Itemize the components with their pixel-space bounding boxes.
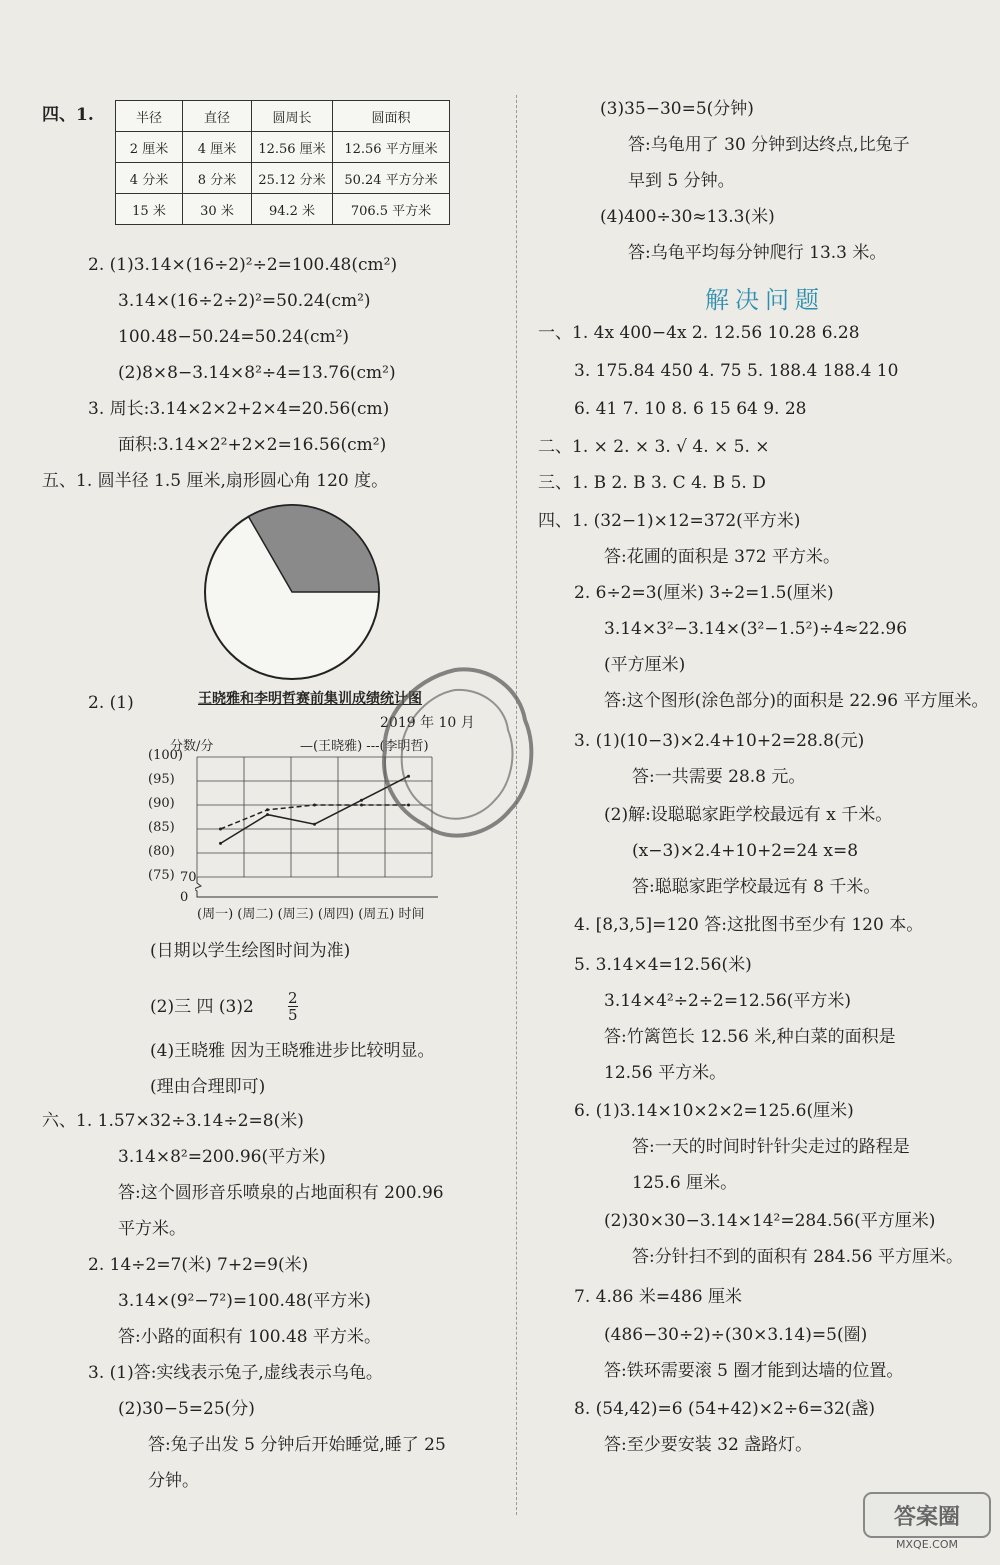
table-header: 圆面积	[333, 101, 450, 132]
right-line-r2: 答:乌龟用了 30 分钟到达终点,比兔子	[628, 135, 910, 155]
left-line-s63a: 3. (1)答:实线表示兔子,虚线表示乌龟。	[88, 1363, 383, 1383]
table-cell: 94.2 米	[252, 194, 333, 225]
series-line-0	[221, 776, 409, 843]
left-line-s62b: 3.14×(9²−7²)=100.48(平方米)	[118, 1291, 371, 1311]
table-cell: 2 厘米	[116, 132, 183, 163]
right-line-r28: 答:一天的时间时针针尖走过的路程是	[632, 1137, 910, 1157]
table-header: 直径	[183, 101, 252, 132]
left-line-s5: 五、1. 圆半径 1.5 厘米,扇形圆心角 120 度。	[42, 471, 389, 491]
right-line-r18: 答:一共需要 28.8 元。	[632, 767, 806, 787]
data-point	[219, 828, 222, 831]
left-line-s4: 四、1.	[42, 105, 94, 125]
left-line-s6d: 平方米。	[118, 1219, 186, 1239]
x-tick-label: (周一)	[197, 907, 234, 922]
right-line-r19: (2)解:设聪聪家距学校最远有 x 千米。	[604, 805, 893, 825]
right-line-r10: 三、1. B 2. B 3. C 4. B 5. D	[538, 473, 766, 493]
left-line-reason: (理由合理即可)	[150, 1077, 266, 1097]
left-line-ans4: (4)王晓雅 因为王晓雅进步比较明显。	[150, 1041, 435, 1061]
table-cell: 706.5 平方米	[333, 194, 450, 225]
right-line-r27: 6. (1)3.14×10×2×2=125.6(厘米)	[574, 1101, 854, 1121]
right-line-r17: 3. (1)(10−3)×2.4+10+2=28.8(元)	[574, 731, 865, 751]
right-line-r21: 答:聪聪家距学校最远有 8 千米。	[632, 877, 881, 897]
right-line-r33: (486−30÷2)÷(30×3.14)=5(圈)	[604, 1325, 868, 1345]
right-line-r25: 答:竹篱笆长 12.56 米,种白菜的面积是	[604, 1027, 896, 1047]
svg-text:答案圈: 答案圈	[893, 1505, 961, 1530]
data-point	[360, 804, 363, 807]
right-line-r12: 答:花圃的面积是 372 平方米。	[604, 547, 840, 567]
table-row	[116, 132, 450, 163]
right-line-r16: 答:这个图形(涂色部分)的面积是 22.96 平方厘米。	[604, 691, 989, 711]
left-line-l3b: 面积:3.14×2²+2×2=16.56(cm²)	[118, 435, 387, 455]
table-cell: 12.56 平方厘米	[333, 132, 450, 163]
x-tick-label: (周二)	[237, 907, 274, 922]
y-tick-label: 70	[180, 870, 197, 885]
right-line-r31: 答:分针扫不到的面积有 284.56 平方厘米。	[632, 1247, 964, 1267]
chart-legend	[300, 735, 429, 754]
right-line-r22: 4. [8,3,5]=120 答:这批图书至少有 120 本。	[574, 915, 924, 935]
table-cell: 12.56 厘米	[252, 132, 333, 163]
data-point	[266, 813, 269, 816]
legend-item: ---(李明哲)	[366, 739, 429, 754]
left-line-l2c: 100.48−50.24=50.24(cm²)	[118, 327, 350, 347]
circle-table	[115, 100, 450, 225]
right-line-r30: (2)30×30−3.14×14²=284.56(平方厘米)	[604, 1211, 936, 1231]
right-line-r29: 125.6 厘米。	[632, 1173, 738, 1193]
right-line-r5: 答:乌龟平均每分钟爬行 13.3 米。	[628, 243, 887, 263]
watermark-text: MXQE.COM	[896, 1538, 958, 1551]
fraction-numerator: 2	[288, 989, 298, 1007]
table-cell: 30 米	[183, 194, 252, 225]
right-line-r11: 四、1. (32−1)×12=372(平方米)	[538, 511, 801, 531]
y-tick-label: 0	[180, 890, 189, 905]
left-line-s63d: 分钟。	[148, 1471, 199, 1491]
left-line-s6b: 3.14×8²=200.96(平方米)	[118, 1147, 326, 1167]
left-line-l3a: 3. 周长:3.14×2×2+2×4=20.56(cm)	[88, 399, 390, 419]
x-tick-label: (周四)	[317, 907, 355, 922]
data-point	[313, 823, 316, 826]
table-cell: 4 厘米	[183, 132, 252, 163]
left-line-ans2_pre: (2)三 四 (3)2	[150, 997, 254, 1017]
right-line-r8: 6. 41 7. 10 8. 6 15 64 9. 28	[574, 399, 807, 419]
right-line-r32: 7. 4.86 米=486 厘米	[574, 1287, 742, 1307]
right-line-r14: 3.14×3²−3.14×(3²−1.5²)÷4≈22.96	[604, 619, 908, 639]
fraction	[288, 990, 298, 1023]
right-line-r23: 5. 3.14×4=12.56(米)	[574, 955, 752, 975]
section-title: 解决问题	[705, 286, 825, 314]
table-header-row	[116, 101, 450, 132]
left-line-l2b: 3.14×(16÷2÷2)²=50.24(cm²)	[118, 291, 371, 311]
table-row	[116, 194, 450, 225]
left-line-s63c: 答:兔子出发 5 分钟后开始睡觉,睡了 25	[148, 1435, 446, 1455]
data-point	[266, 808, 269, 811]
y-tick-label: (80)	[148, 844, 175, 859]
x-tick-labels	[197, 903, 425, 922]
left-line-l2a: 2. (1)3.14×(16÷2)²÷2=100.48(cm²)	[88, 255, 398, 275]
table-cell: 15 米	[116, 194, 183, 225]
chart-subtitle: 2019 年 10 月	[380, 715, 475, 731]
right-line-r13: 2. 6÷2=3(厘米) 3÷2=1.5(厘米)	[574, 583, 834, 603]
y-tick-label: (100)	[148, 748, 183, 763]
left-line-s6a: 六、1. 1.57×32÷3.14÷2=8(米)	[42, 1111, 304, 1131]
chart-ylabel: 分数/分	[170, 739, 214, 754]
right-line-r15: (平方厘米)	[604, 655, 686, 675]
left-line-s6c: 答:这个圆形音乐喷泉的占地面积有 200.96	[118, 1183, 444, 1203]
data-point	[313, 804, 316, 807]
right-line-r7: 3. 175.84 450 4. 75 5. 188.4 188.4 10	[574, 361, 899, 381]
data-point	[219, 842, 222, 845]
column-divider	[516, 95, 517, 1515]
right-line-r35: 8. (54,42)=6 (54+42)×2÷6=32(盏)	[574, 1399, 876, 1419]
y-tick-label: (75)	[148, 868, 175, 883]
table-header: 半径	[116, 101, 183, 132]
legend-item: —(王晓雅)	[300, 739, 363, 754]
table-cell: 50.24 平方分米	[333, 163, 450, 194]
table-row	[116, 163, 450, 194]
right-line-r36: 答:至少要安装 32 盏路灯。	[604, 1435, 813, 1455]
right-line-r6: 一、1. 4x 400−4x 2. 12.56 10.28 6.28	[538, 323, 860, 343]
right-line-r4: (4)400÷30≈13.3(米)	[600, 207, 775, 227]
right-line-r24: 3.14×4²÷2÷2=12.56(平方米)	[604, 991, 852, 1011]
chart-xlabel: 时间	[398, 907, 425, 922]
data-point	[360, 799, 363, 802]
right-line-r9: 二、1. × 2. × 3. √ 4. × 5. ×	[538, 437, 770, 457]
fraction-denominator: 5	[288, 1006, 298, 1024]
left-line-s63b: (2)30−5=25(分)	[118, 1399, 255, 1419]
left-line-s62a: 2. 14÷2=7(米) 7+2=9(米)	[88, 1255, 309, 1275]
right-line-r3: 早到 5 分钟。	[628, 171, 735, 191]
left-line-s62c: 答:小路的面积有 100.48 平方米。	[118, 1327, 382, 1347]
data-point	[407, 804, 410, 807]
axis-line	[195, 877, 438, 897]
data-point	[407, 775, 410, 778]
chart-title: 王晓雅和李明哲赛前集训成绩统计图	[198, 691, 422, 707]
left-line-c2: 2. (1)	[88, 693, 134, 713]
right-line-r20: (x−3)×2.4+10+2=24 x=8	[632, 841, 859, 861]
right-line-r34: 答:铁环需要滚 5 圈才能到达墙的位置。	[604, 1361, 904, 1381]
watermark-logo	[862, 1491, 992, 1555]
x-tick-label: (周三)	[277, 907, 314, 922]
right-line-r1: (3)35−30=5(分钟)	[600, 99, 754, 119]
right-line-r26: 12.56 平方米。	[604, 1063, 727, 1083]
table-cell: 8 分米	[183, 163, 252, 194]
y-tick-label: (85)	[148, 820, 175, 835]
table-header: 圆周长	[252, 101, 333, 132]
left-line-date_note: (日期以学生绘图时间为准)	[150, 941, 351, 961]
y-tick-label: (90)	[148, 796, 175, 811]
y-tick-label: (95)	[148, 772, 175, 787]
line-chart	[195, 755, 445, 900]
sector-diagram	[200, 500, 385, 685]
table-cell: 25.12 分米	[252, 163, 333, 194]
left-line-l2d: (2)8×8−3.14×8²÷4=13.76(cm²)	[118, 363, 396, 383]
x-tick-label: (周五)	[358, 907, 395, 922]
table-cell: 4 分米	[116, 163, 183, 194]
